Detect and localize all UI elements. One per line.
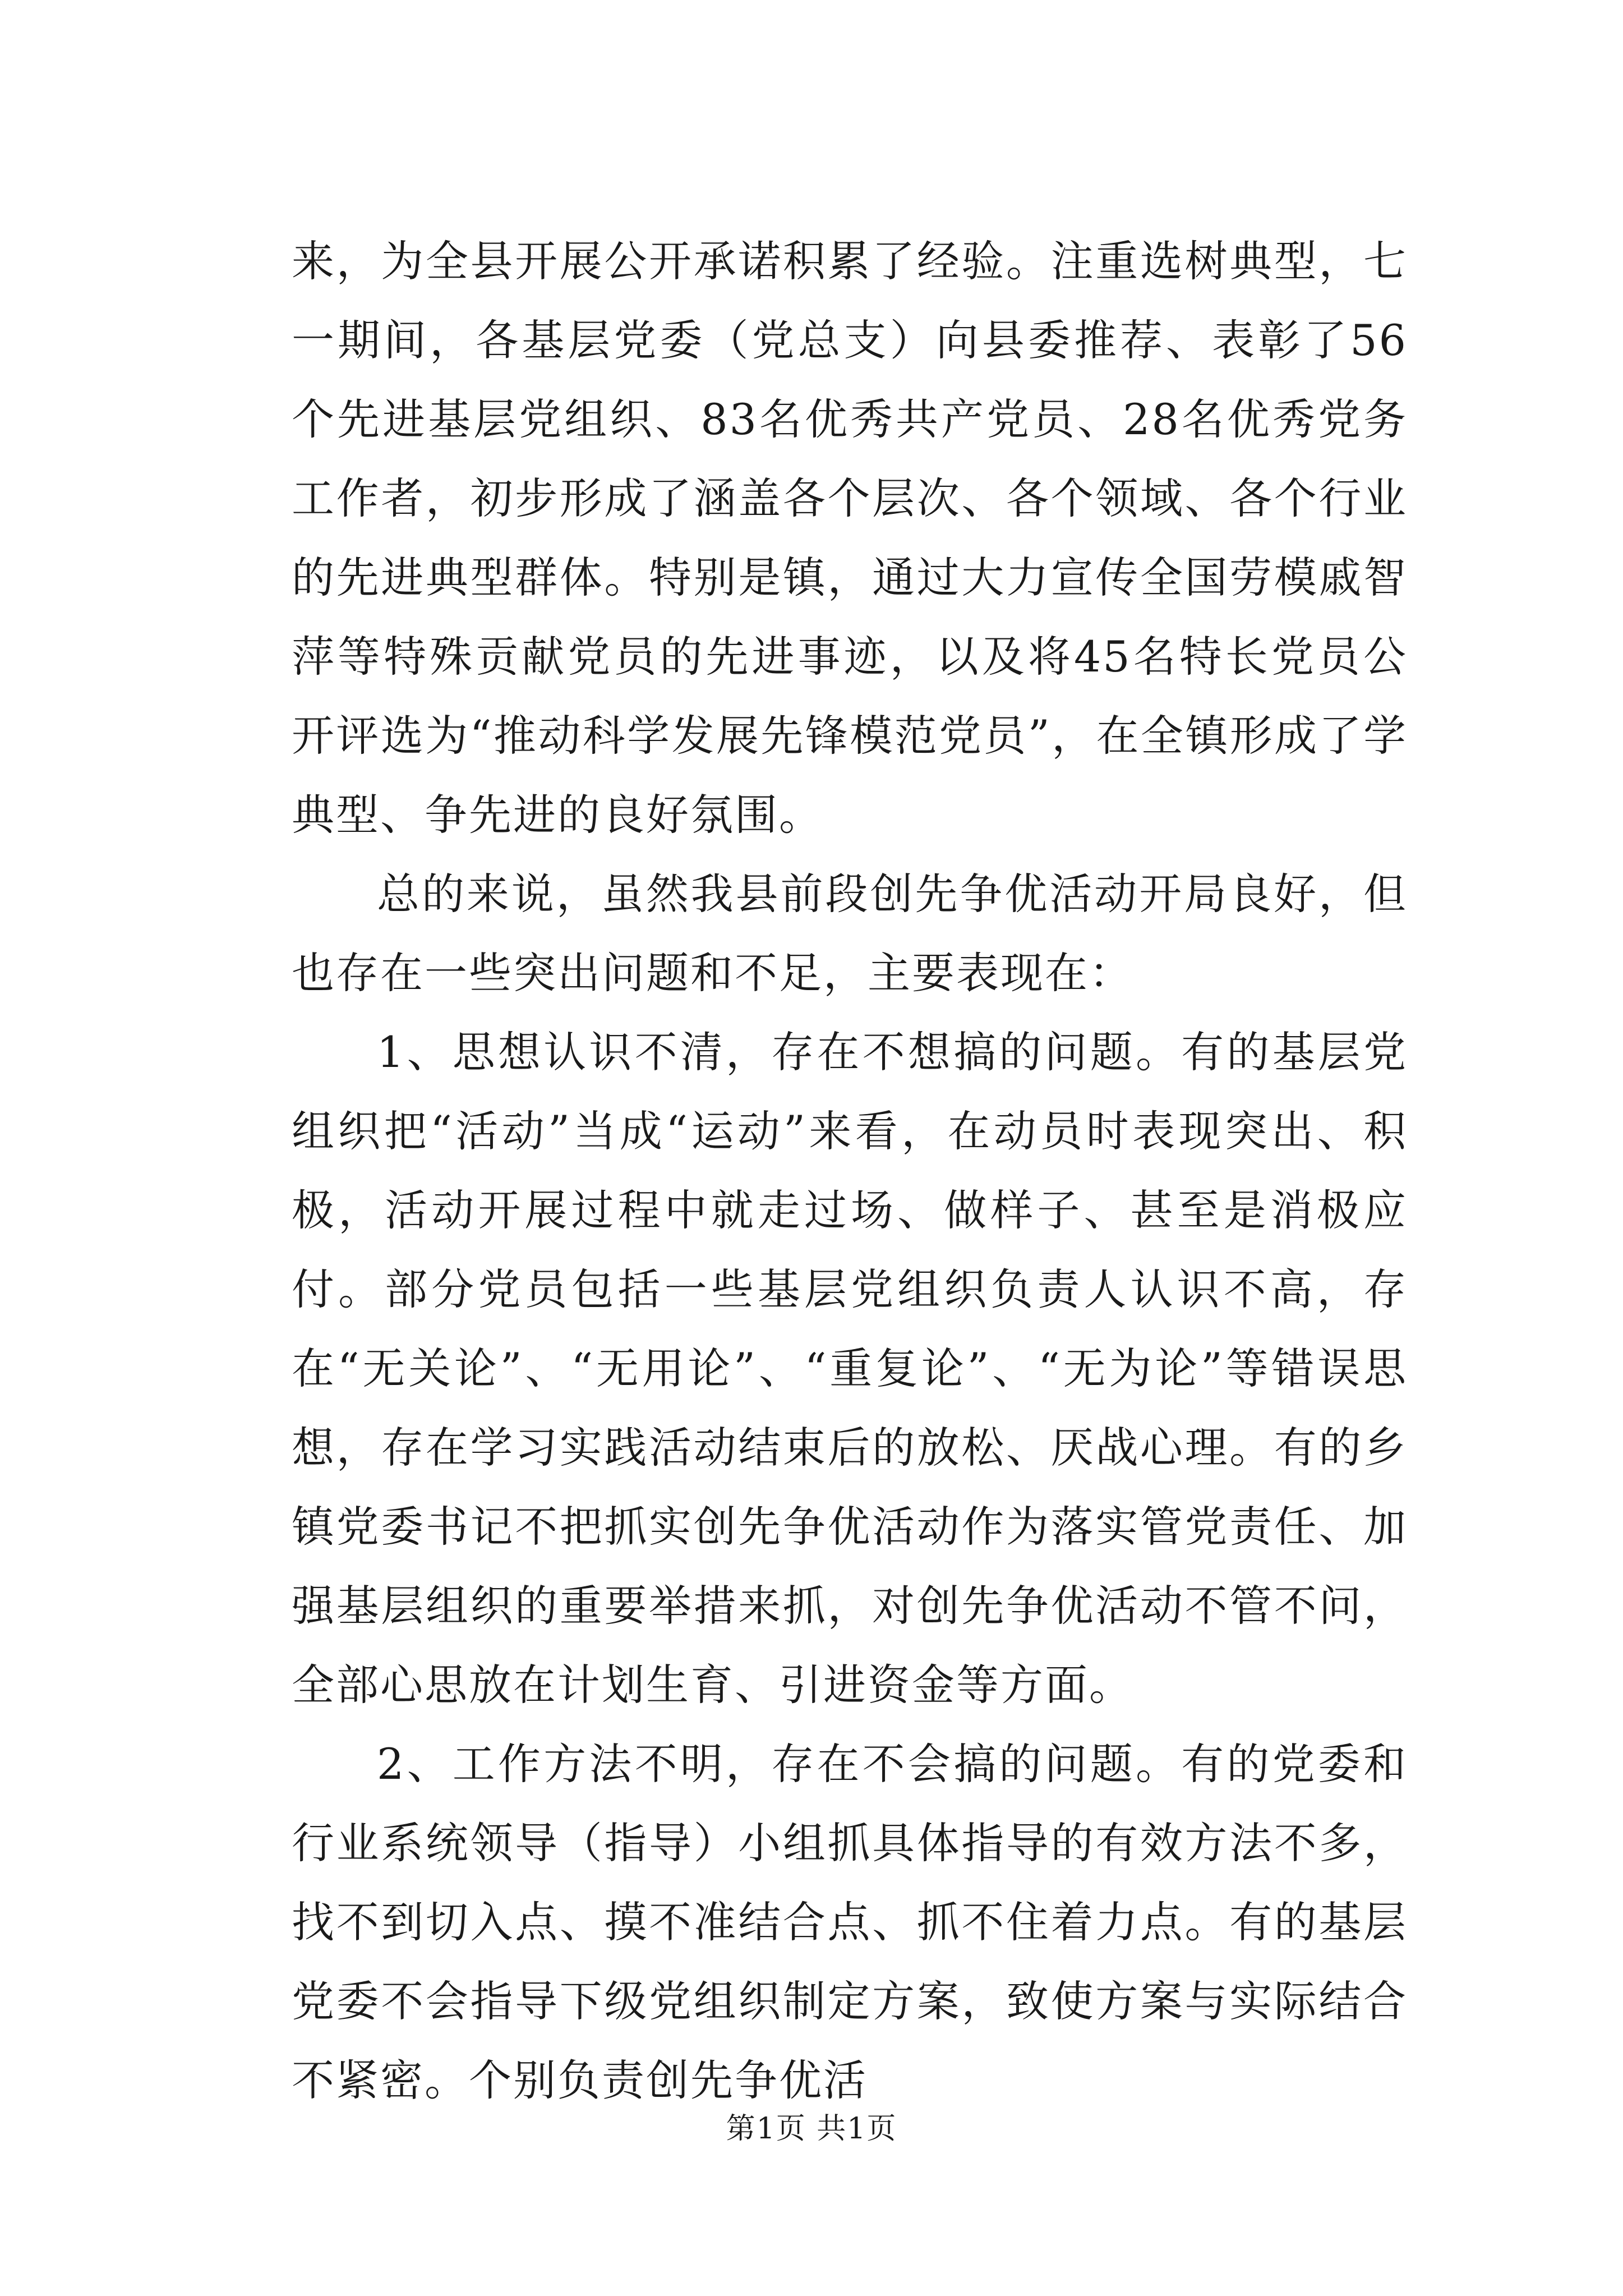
- document-body: [292, 222, 1408, 2120]
- paragraph-2: 总的来说，虽然我县前段创先争优活动开局良好，但也存在一些突出问题和不足，主要表现在：: [292, 869, 1408, 998]
- paragraph-3: 1、思想认识不清，存在不想搞的问题。有的基层党组织把“活动”当成“运动”来看，在动员时表现突出、积极，活动开展过程中就走过场、做样子、甚至是消极应付。部分党员包括一些基层党组织负责人认识不高，存在“无关论”、“无用论”、“重复论”、“无为论”等错误思想，存在学习实践活动结束后的放松、厌战心理。有的乡镇党委书记不把抓实创先争优活动作为落实管党责任、加强基层组织的重要举措来抓，对创先争优活动不管不问，全部心思放在计划生育、引进资金等方面。: [292, 1027, 1408, 1710]
- page-footer: 第1页 共1页: [726, 2112, 897, 2146]
- paragraph-4: 2、工作方法不明，存在不会搞的问题。有的党委和行业系统领导（指导）小组抓具体指导的有效方法不多，找不到切入点、摸不准结合点、抓不住着力点。有的基层党委不会指导下级党组织制定方案，致使方案与实际结合不紧密。个别负责创先争优活: [292, 1739, 1408, 2105]
- paragraph-1: 来，为全县开展公开承诺积累了经验。注重选树典型，七一期间，各基层党委（党总支）向县委推荐、表彰了56个先进基层党组织、83名优秀共产党员、28名优秀党务工作者，初步形成了涵盖各个层次、各个领域、各个行业的先进典型群体。特别是镇，通过大力宣传全国劳模戚智萍等特殊贡献党员的先进事迹，以及将45名特长党员公开评选为“推动科学发展先锋模范党员”，在全镇形成了学典型、争先进的良好氛围。: [292, 236, 1408, 840]
